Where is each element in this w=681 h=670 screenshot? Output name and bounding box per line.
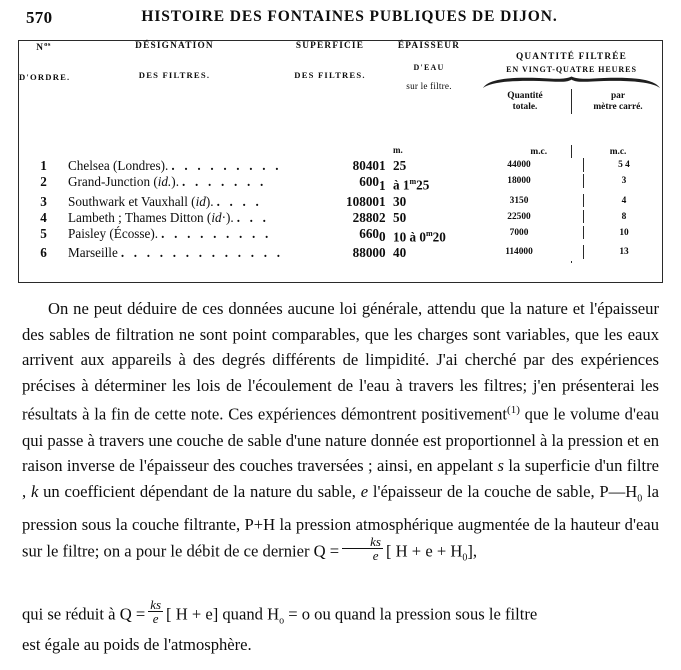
cell-epaisseur: 1 30 bbox=[379, 193, 407, 209]
cell-quantite-group bbox=[479, 174, 664, 194]
cell-quantite-totale: 3150 bbox=[509, 195, 529, 206]
filters-table-container bbox=[18, 40, 663, 283]
fraction-ks-over-e: $\frac{ks}{e}$ bbox=[342, 535, 383, 563]
cell-designation: Grand-Junction (id.). . . . . . . . bbox=[68, 174, 267, 190]
unit-epaisseur: m. bbox=[393, 144, 403, 155]
leader-dots: . . . bbox=[236, 209, 270, 225]
table-filler-row bbox=[19, 261, 664, 282]
cell-order: 5 bbox=[40, 225, 47, 241]
cell-designation: Paisley (Écosse). . . . . . . . . . bbox=[68, 225, 272, 241]
unit-superficie bbox=[281, 145, 379, 159]
fraction-ks-over-e-2: $\frac{ks}{e}$ bbox=[150, 597, 162, 627]
cell-epaisseur: 0 40 bbox=[379, 245, 407, 261]
cell-quantite-group bbox=[479, 194, 664, 210]
header-par-metre-carre: par mètre carré. bbox=[593, 91, 643, 113]
paragraph-main bbox=[22, 296, 659, 571]
cell-quantite-totale: 44000 bbox=[507, 160, 531, 171]
equation-line-2 bbox=[22, 597, 659, 634]
cell-designation: Lambeth ; Thames Ditton (id·). . . . bbox=[68, 209, 270, 225]
running-head bbox=[0, 6, 681, 30]
equation-line-3 bbox=[22, 632, 659, 658]
cell-designation: Marseille . . . . . . . . . . . . . bbox=[68, 245, 284, 261]
prose-segment-8: ], bbox=[467, 541, 478, 561]
header-designation: DÉSIGNATION DES FILTRES. bbox=[135, 41, 214, 80]
decorative-brace-icon bbox=[479, 76, 664, 89]
prose-segment-6: la pression sous la couche filtrante, P+H la pression atmosphérique augmentée de la hauteur d'eau sur le filtre; on a pour le débit de ce dernier Q = bbox=[22, 481, 659, 561]
table-row bbox=[19, 194, 664, 210]
leader-dots: . . . . . . . . . bbox=[171, 158, 282, 174]
header-quantite-subcolumns bbox=[479, 89, 664, 114]
header-order-line1: $N^{os}$ bbox=[36, 41, 51, 54]
variable-e: e bbox=[360, 481, 369, 501]
cell-superficie: 660 bbox=[359, 225, 379, 241]
subscript-zero: 0 bbox=[637, 493, 643, 504]
cell-par-metre: 3 bbox=[621, 176, 627, 187]
unit-par-metre: m.c. bbox=[609, 146, 627, 157]
prose-segment-5: l'épaisseur de la couche de sable, P—H bbox=[372, 481, 638, 501]
cell-order: 2 bbox=[40, 174, 47, 190]
cell-quantite-totale: 114000 bbox=[505, 247, 533, 258]
cell-par-metre: 10 bbox=[619, 227, 629, 238]
cell-par-metre: 8 bbox=[621, 211, 627, 222]
header-order bbox=[19, 41, 71, 145]
leader-dots: . . . . . . . . . bbox=[161, 225, 272, 241]
cell-order: 4 bbox=[40, 209, 47, 225]
cell-quantite-group bbox=[479, 226, 664, 246]
header-order-line2: D'ORDRE. bbox=[19, 71, 71, 82]
subscript-o: o bbox=[279, 615, 285, 627]
cell-order: 6 bbox=[40, 245, 47, 261]
subscript-zero-2: 0 bbox=[462, 552, 468, 564]
table-body bbox=[19, 158, 664, 261]
prose-segment-7: [ H + e + H bbox=[386, 541, 463, 561]
header-quantite-titles: QUANTITÉ FILTRÉE EN VINGT-QUATRE HEURES bbox=[506, 52, 637, 74]
table-header-row bbox=[19, 41, 664, 145]
cell-epaisseur: 1 25 bbox=[379, 158, 407, 174]
header-superficie: SUPERFICIE DES FILTRES. bbox=[294, 41, 366, 80]
cell-designation: Southwark et Vauxhall (id). . . . . bbox=[68, 193, 263, 209]
page-folio: 570 bbox=[26, 8, 53, 27]
cell-epaisseur: 2 50 bbox=[379, 209, 407, 225]
running-title: HISTOIRE DES FONTAINES PUBLIQUES DE DIJON. bbox=[141, 8, 558, 25]
table-row bbox=[19, 174, 664, 194]
unit-quantite-group bbox=[479, 145, 664, 159]
table-row bbox=[19, 158, 664, 174]
cell-order: 3 bbox=[40, 193, 47, 209]
equation-lead: qui se réduit à Q = bbox=[22, 604, 146, 624]
unit-quantite-totale: m.c. bbox=[530, 146, 548, 157]
unit-designation bbox=[68, 145, 281, 159]
cell-superficie: 8040 bbox=[352, 158, 379, 174]
header-epaisseur: ÉPAISSEUR D'EAU sur le filtre. bbox=[397, 41, 461, 91]
closing-line: est égale au poids de l'atmosphère. bbox=[22, 635, 252, 654]
cell-par-metre: 13 bbox=[619, 247, 629, 258]
cell-epaisseur: 1 à 1$^m$25 bbox=[379, 177, 430, 193]
leader-dots: . . . . . . . bbox=[182, 174, 267, 190]
leader-dots: . . . . . . . . . . . . . bbox=[120, 245, 284, 261]
cell-quantite-group bbox=[479, 245, 664, 261]
prose-segment-4: un coefficient dépendant de la nature du sable, bbox=[43, 481, 356, 501]
cell-par-metre: 4 bbox=[621, 195, 627, 206]
header-quantite-totale: Quantité totale. bbox=[507, 91, 543, 113]
cell-quantite-totale: 18000 bbox=[507, 176, 531, 187]
cell-order: 1 bbox=[40, 158, 47, 174]
cell-quantite-totale: 22500 bbox=[507, 211, 531, 222]
cell-superficie: 600 bbox=[359, 174, 379, 190]
header-quantite-filtree bbox=[479, 41, 664, 145]
filters-table bbox=[19, 41, 664, 282]
variable-s: s bbox=[497, 456, 504, 476]
table-row bbox=[19, 245, 664, 261]
prose-segment-2: que le volume d'eau qui passe à travers une couche de sable d'une nature donnée est proportionnel à la pression et en raison inverse de l'épaisseur des couches traversées ; ainsi, en appelant bbox=[22, 404, 659, 476]
leader-dots: . . . . bbox=[216, 193, 263, 209]
prose-segment-3: la superficie d'un filtre , bbox=[22, 456, 660, 501]
cell-superficie: 8800 bbox=[352, 245, 379, 261]
equation-tail: [ H + e] quand H bbox=[166, 604, 280, 624]
table-units-row bbox=[19, 145, 664, 159]
cell-epaisseur: 0 10 à 0$^m$20 bbox=[379, 228, 446, 245]
table-row bbox=[19, 226, 664, 246]
cell-designation: Chelsea (Londres). . . . . . . . . . bbox=[68, 158, 282, 174]
equation-condition: = o ou quand la pression sous le filtre bbox=[288, 604, 538, 624]
unit-order bbox=[19, 145, 68, 159]
body-text bbox=[22, 296, 659, 571]
table-row bbox=[19, 210, 664, 226]
cell-par-metre: 5 4 bbox=[618, 160, 630, 171]
footnote-marker: (1) bbox=[507, 404, 520, 417]
cell-superficie: 2880 bbox=[352, 209, 379, 225]
cell-quantite-group bbox=[479, 158, 664, 174]
cell-quantite-group bbox=[479, 210, 664, 226]
cell-superficie: 10800 bbox=[346, 193, 379, 209]
cell-quantite-totale: 7000 bbox=[509, 227, 529, 238]
variable-k: k bbox=[30, 481, 39, 501]
prose-segment-1: On ne peut déduire de ces données aucune loi générale, attendu que la nature et l'épaisseur des sables de filtration ne sont point comparables, que les charges sont variables, que les eaux arrivent aux appareils à des degrés différents de limpidité. J'ai cherché par des expériences précises à déterminer les lois de l'écoulement de l'eau à travers les filtres; j'en présenterai les résultats à la fin de cette note. Ces expériences démontrent positivement bbox=[22, 299, 659, 424]
